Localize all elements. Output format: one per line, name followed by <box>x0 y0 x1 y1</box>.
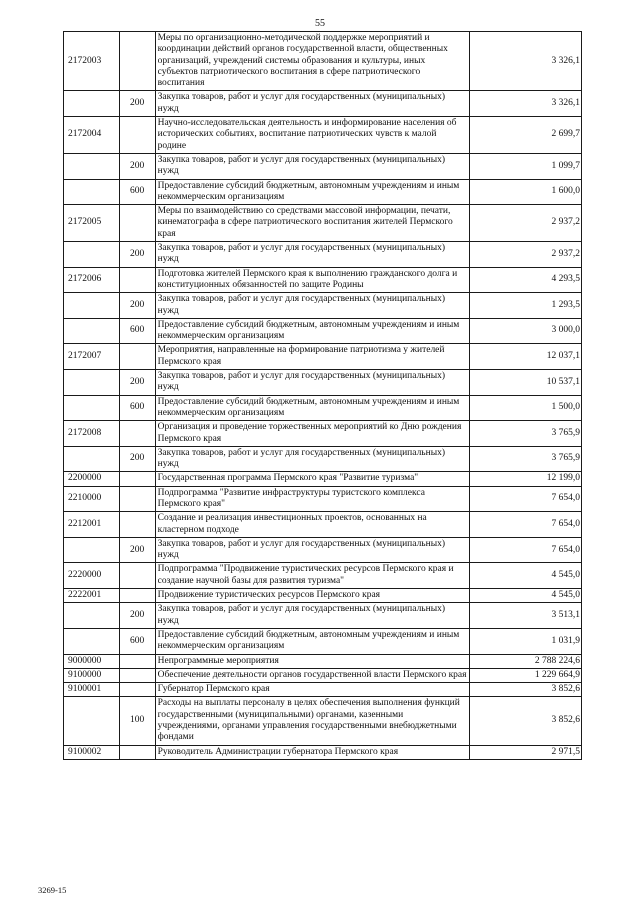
row-code <box>64 395 120 421</box>
row-name: Предоставление субсидий бюджетным, автономным учреждениям и иным некоммерческим организациям <box>155 179 469 205</box>
row-code: 2172007 <box>64 344 120 370</box>
row-code: 2172004 <box>64 117 120 154</box>
row-name: Меры по организационно-методической поддержке мероприятий и координации действий органов государственной власти, общественных организаций, учреждений системы образования и культуры, иных субъектов патриотического воспитания в сфере патриотического воспитания <box>155 32 469 91</box>
table-row <box>64 421 582 447</box>
row-expense-type: 600 <box>119 318 155 344</box>
table-row <box>64 512 582 538</box>
row-expense-type <box>119 668 155 682</box>
table-row <box>64 537 582 563</box>
row-expense-type <box>119 117 155 154</box>
row-code <box>64 370 120 396</box>
table-row <box>64 395 582 421</box>
row-expense-type: 200 <box>119 446 155 472</box>
table-row <box>64 370 582 396</box>
row-name: Подготовка жителей Пермского края к выполнению гражданского долга и конституционных обязанностей по защите Родины <box>155 267 469 293</box>
row-name: Продвижение туристических ресурсов Пермского края <box>155 589 469 603</box>
row-expense-type: 200 <box>119 537 155 563</box>
row-code: 2200000 <box>64 472 120 486</box>
row-name: Закупка товаров, работ и услуг для государственных (муниципальных) нужд <box>155 446 469 472</box>
row-expense-type <box>119 563 155 589</box>
row-expense-type: 100 <box>119 697 155 745</box>
row-code: 2172008 <box>64 421 120 447</box>
row-code <box>64 697 120 745</box>
table-row <box>64 117 582 154</box>
row-code <box>64 179 120 205</box>
row-name: Научно-исследовательская деятельность и информирование населения об исторических событиях, воспитание патриотических чувств к малой родине <box>155 117 469 154</box>
table-row <box>64 205 582 242</box>
row-amount: 1 500,0 <box>469 395 581 421</box>
table-row <box>64 683 582 697</box>
row-name: Закупка товаров, работ и услуг для государственных (муниципальных) нужд <box>155 153 469 179</box>
row-name: Мероприятия, направленные на формирование патриотизма у жителей Пермского края <box>155 344 469 370</box>
row-amount: 3 765,9 <box>469 421 581 447</box>
row-amount: 3 852,6 <box>469 683 581 697</box>
row-amount: 3 513,1 <box>469 603 581 629</box>
row-amount: 2 699,7 <box>469 117 581 154</box>
table-row <box>64 486 582 512</box>
row-code <box>64 91 120 117</box>
row-expense-type: 600 <box>119 179 155 205</box>
table-row <box>64 563 582 589</box>
row-name: Руководитель Администрации губернатора Пермского края <box>155 745 469 759</box>
row-amount: 12 037,1 <box>469 344 581 370</box>
row-expense-type <box>119 344 155 370</box>
row-amount: 3 326,1 <box>469 32 581 91</box>
row-code <box>64 318 120 344</box>
row-name: Закупка товаров, работ и услуг для государственных (муниципальных) нужд <box>155 293 469 319</box>
row-name: Непрограммные мероприятия <box>155 654 469 668</box>
budget-table <box>63 31 582 760</box>
row-amount: 7 654,0 <box>469 537 581 563</box>
table-row <box>64 446 582 472</box>
row-expense-type: 600 <box>119 395 155 421</box>
row-amount: 1 293,5 <box>469 293 581 319</box>
row-amount: 3 000,0 <box>469 318 581 344</box>
row-code <box>64 242 120 268</box>
table-row <box>64 654 582 668</box>
row-name: Создание и реализация инвестиционных проектов, основанных на кластерном подходе <box>155 512 469 538</box>
row-expense-type <box>119 32 155 91</box>
row-amount: 4 545,0 <box>469 589 581 603</box>
row-name: Закупка товаров, работ и услуг для государственных (муниципальных) нужд <box>155 242 469 268</box>
row-code <box>64 537 120 563</box>
table-row <box>64 91 582 117</box>
row-expense-type: 600 <box>119 628 155 654</box>
row-amount: 1 099,7 <box>469 153 581 179</box>
row-expense-type <box>119 745 155 759</box>
row-amount: 3 765,9 <box>469 446 581 472</box>
row-amount: 1 600,0 <box>469 179 581 205</box>
table-row <box>64 293 582 319</box>
row-expense-type <box>119 267 155 293</box>
row-amount: 2 788 224,6 <box>469 654 581 668</box>
row-expense-type <box>119 654 155 668</box>
row-expense-type <box>119 683 155 697</box>
row-amount: 7 654,0 <box>469 486 581 512</box>
row-amount: 1 031,9 <box>469 628 581 654</box>
row-code <box>64 603 120 629</box>
table-row <box>64 697 582 745</box>
row-amount: 4 545,0 <box>469 563 581 589</box>
row-code: 2210000 <box>64 486 120 512</box>
row-code: 9000000 <box>64 654 120 668</box>
table-row <box>64 242 582 268</box>
table-row <box>64 589 582 603</box>
row-code: 2222001 <box>64 589 120 603</box>
row-code <box>64 293 120 319</box>
table-row <box>64 153 582 179</box>
table-row <box>64 668 582 682</box>
row-code <box>64 446 120 472</box>
row-name: Расходы на выплаты персоналу в целях обеспечения выполнения функций государственными (муниципальными) органами, казенными учреждениями, органами управления государственными внебюджетными фондами <box>155 697 469 745</box>
document-code: 3269-15 <box>38 885 67 895</box>
row-amount: 4 293,5 <box>469 267 581 293</box>
row-code: 2172006 <box>64 267 120 293</box>
row-expense-type <box>119 589 155 603</box>
table-row <box>64 318 582 344</box>
row-name: Предоставление субсидий бюджетным, автономным учреждениям и иным некоммерческим организациям <box>155 395 469 421</box>
row-name: Государственная программа Пермского края "Развитие туризма" <box>155 472 469 486</box>
table-row <box>64 472 582 486</box>
row-expense-type: 200 <box>119 242 155 268</box>
row-code: 2172005 <box>64 205 120 242</box>
row-expense-type <box>119 512 155 538</box>
row-code: 9100002 <box>64 745 120 759</box>
row-amount: 10 537,1 <box>469 370 581 396</box>
row-name: Закупка товаров, работ и услуг для государственных (муниципальных) нужд <box>155 91 469 117</box>
row-name: Обеспечение деятельности органов государственной власти Пермского края <box>155 668 469 682</box>
table-row <box>64 745 582 759</box>
page-number: 55 <box>315 18 325 29</box>
row-name: Предоставление субсидий бюджетным, автономным учреждениям и иным некоммерческим организациям <box>155 628 469 654</box>
row-code: 9100001 <box>64 683 120 697</box>
table-row <box>64 628 582 654</box>
row-amount: 7 654,0 <box>469 512 581 538</box>
row-name: Закупка товаров, работ и услуг для государственных (муниципальных) нужд <box>155 537 469 563</box>
row-name: Меры по взаимодействию со средствами массовой информации, печати, кинематографа в сфере патриотического воспитания жителей Пермского края <box>155 205 469 242</box>
row-code <box>64 153 120 179</box>
row-name: Подпрограмма "Продвижение туристических ресурсов Пермского края и создание научной базы для развития туризма" <box>155 563 469 589</box>
row-code <box>64 628 120 654</box>
table-row <box>64 32 582 91</box>
row-expense-type: 200 <box>119 603 155 629</box>
row-code: 2172003 <box>64 32 120 91</box>
row-name: Предоставление субсидий бюджетным, автономным учреждениям и иным некоммерческим организациям <box>155 318 469 344</box>
row-amount: 2 937,2 <box>469 242 581 268</box>
row-expense-type: 200 <box>119 293 155 319</box>
row-name: Подпрограмма "Развитие инфраструктуры туристского комплекса Пермского края" <box>155 486 469 512</box>
row-name: Закупка товаров, работ и услуг для государственных (муниципальных) нужд <box>155 603 469 629</box>
row-code: 9100000 <box>64 668 120 682</box>
row-amount: 2 937,2 <box>469 205 581 242</box>
table-row <box>64 344 582 370</box>
row-expense-type: 200 <box>119 91 155 117</box>
row-expense-type <box>119 205 155 242</box>
row-code: 2212001 <box>64 512 120 538</box>
row-amount: 3 852,6 <box>469 697 581 745</box>
row-name: Закупка товаров, работ и услуг для государственных (муниципальных) нужд <box>155 370 469 396</box>
row-amount: 2 971,5 <box>469 745 581 759</box>
row-expense-type <box>119 472 155 486</box>
row-code: 2220000 <box>64 563 120 589</box>
row-amount: 1 229 664,9 <box>469 668 581 682</box>
row-amount: 3 326,1 <box>469 91 581 117</box>
row-expense-type: 200 <box>119 153 155 179</box>
table-row <box>64 179 582 205</box>
row-name: Губернатор Пермского края <box>155 683 469 697</box>
table-body <box>64 32 582 760</box>
row-name: Организация и проведение торжественных мероприятий ко Дню рождения Пермского края <box>155 421 469 447</box>
table-row <box>64 603 582 629</box>
row-expense-type: 200 <box>119 370 155 396</box>
row-expense-type <box>119 486 155 512</box>
row-expense-type <box>119 421 155 447</box>
table-row <box>64 267 582 293</box>
row-amount: 12 199,0 <box>469 472 581 486</box>
